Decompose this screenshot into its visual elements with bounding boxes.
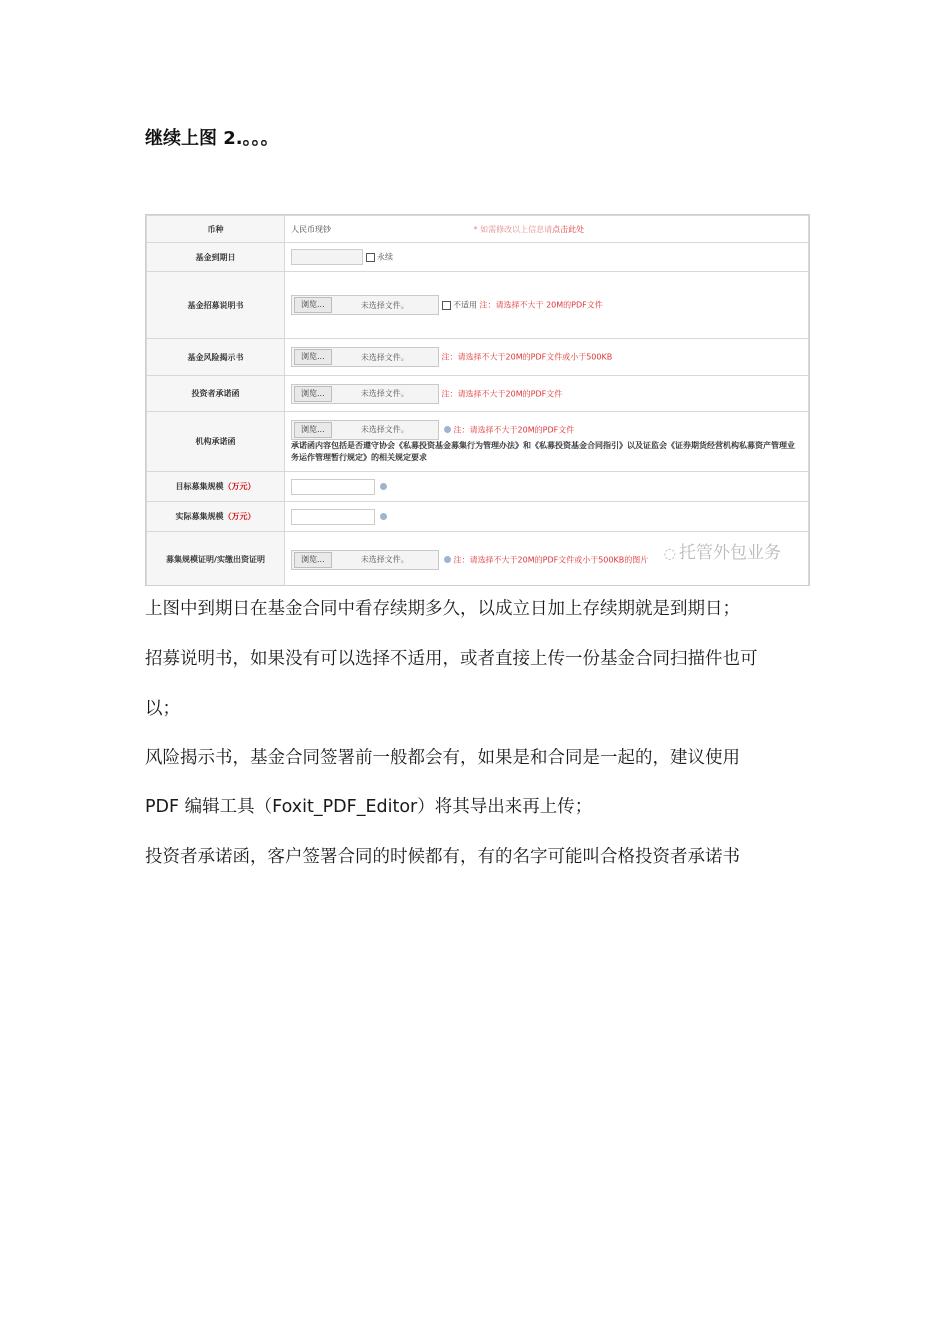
fundraising-proof-note: 注：请选择不大于20M的PDF文件或小于500KB的图片 — [453, 555, 649, 564]
perpetual-checkbox[interactable] — [366, 253, 375, 262]
table-row — [147, 412, 809, 472]
table-row — [147, 376, 809, 412]
paragraph: 上图中到期日在基金合同中看存续期多久，以成立日加上存续期就是到期日； — [145, 599, 740, 619]
currency-label: 币种 — [147, 216, 285, 243]
browse-button[interactable]: 浏览... — [294, 297, 332, 313]
table-row — [147, 243, 809, 272]
browse-button[interactable]: 浏览... — [294, 552, 332, 568]
fund-form-table — [146, 215, 809, 586]
prospectus-note: 注：请选择不大于 20M的PDF文件 — [479, 300, 603, 310]
maturity-date-input[interactable] — [291, 249, 363, 265]
section-heading: 继续上图 2.。。。 — [145, 128, 279, 149]
browse-button[interactable]: 浏览... — [294, 349, 332, 365]
paragraph: 招募说明书，如果没有可以选择不适用，或者直接上传一份基金合同扫描件也可 — [145, 649, 758, 669]
form-screenshot — [145, 214, 810, 586]
institution-commitment-desc: 承诺函内容包括是否遵守协会《私募投资基金募集行为管理办法》和《私募投资基金合同指引》以及证监会《证券期货经营机构私募资产管理业务运作管理暂行规定》的相关规定要求 — [291, 440, 795, 462]
browse-button[interactable]: 浏览... — [294, 422, 332, 438]
table-row — [147, 502, 809, 532]
browse-button[interactable]: 浏览... — [294, 386, 332, 402]
not-applicable-label: 不适用 — [453, 300, 477, 310]
maturity-date-label: 基金到期日 — [147, 243, 285, 272]
paragraph: PDF 编辑工具（Foxit_PDF_Editor）将其导出来再上传； — [145, 797, 593, 817]
actual-size-input[interactable] — [291, 509, 375, 525]
watermark-text: 托管外包业务 — [679, 543, 781, 563]
investor-commitment-note: 注：请选择不大于20M的PDF文件 — [441, 389, 563, 398]
institution-commitment-label: 机构承诺函 — [147, 412, 285, 472]
file-status: 未选择文件。 — [360, 300, 409, 310]
investor-commitment-file-input[interactable] — [291, 384, 439, 404]
actual-size-label: 实际募集规模 — [175, 512, 224, 521]
risk-disclosure-file-input[interactable] — [291, 347, 439, 367]
info-icon — [444, 556, 451, 563]
file-status: 未选择文件。 — [360, 352, 409, 362]
fundraising-proof-label: 募集规模证明/实缴出资证明 — [147, 532, 285, 587]
perpetual-label: 永续 — [377, 252, 393, 262]
table-row — [147, 472, 809, 502]
target-size-label: 目标募集规模 — [175, 482, 224, 491]
paragraph: 风险揭示书，基金合同签署前一般都会有，如果是和合同是一起的，建议使用 — [145, 748, 740, 768]
wechat-icon: ◌ — [663, 546, 676, 562]
table-row — [147, 272, 809, 339]
investor-commitment-label: 投资者承诺函 — [147, 376, 285, 412]
paragraph: 投资者承诺函，客户签署合同的时候都有，有的名字可能叫合格投资者承诺书 — [145, 847, 740, 867]
file-status: 未选择文件。 — [360, 424, 409, 434]
info-icon — [444, 426, 451, 433]
fundraising-proof-file-input[interactable] — [291, 550, 439, 570]
file-status: 未选择文件。 — [360, 555, 409, 564]
file-status: 未选择文件。 — [360, 389, 409, 398]
currency-hint-link[interactable]: 点击此处 — [552, 224, 585, 234]
prospectus-label: 基金招募说明书 — [147, 272, 285, 339]
risk-disclosure-label: 基金风险揭示书 — [147, 339, 285, 376]
institution-commitment-note: 注：请选择不大于20M的PDF文件 — [453, 425, 575, 434]
target-size-unit: （万元） — [223, 482, 256, 491]
watermark — [664, 538, 781, 563]
target-size-input[interactable] — [291, 479, 375, 495]
risk-disclosure-note: 注：请选择不大于20M的PDF文件或小于500KB — [441, 352, 613, 362]
prospectus-file-input[interactable] — [291, 295, 439, 315]
paragraph: 以； — [145, 699, 180, 719]
table-row — [147, 339, 809, 376]
table-row — [147, 216, 809, 243]
info-icon — [380, 483, 387, 490]
currency-value: 人民币现钞 — [291, 224, 331, 234]
not-applicable-checkbox[interactable] — [442, 301, 451, 310]
institution-commitment-file-input[interactable] — [291, 420, 439, 440]
info-icon — [380, 513, 387, 520]
currency-hint: * 如需修改以上信息请 — [473, 224, 553, 234]
actual-size-unit: （万元） — [223, 512, 256, 521]
